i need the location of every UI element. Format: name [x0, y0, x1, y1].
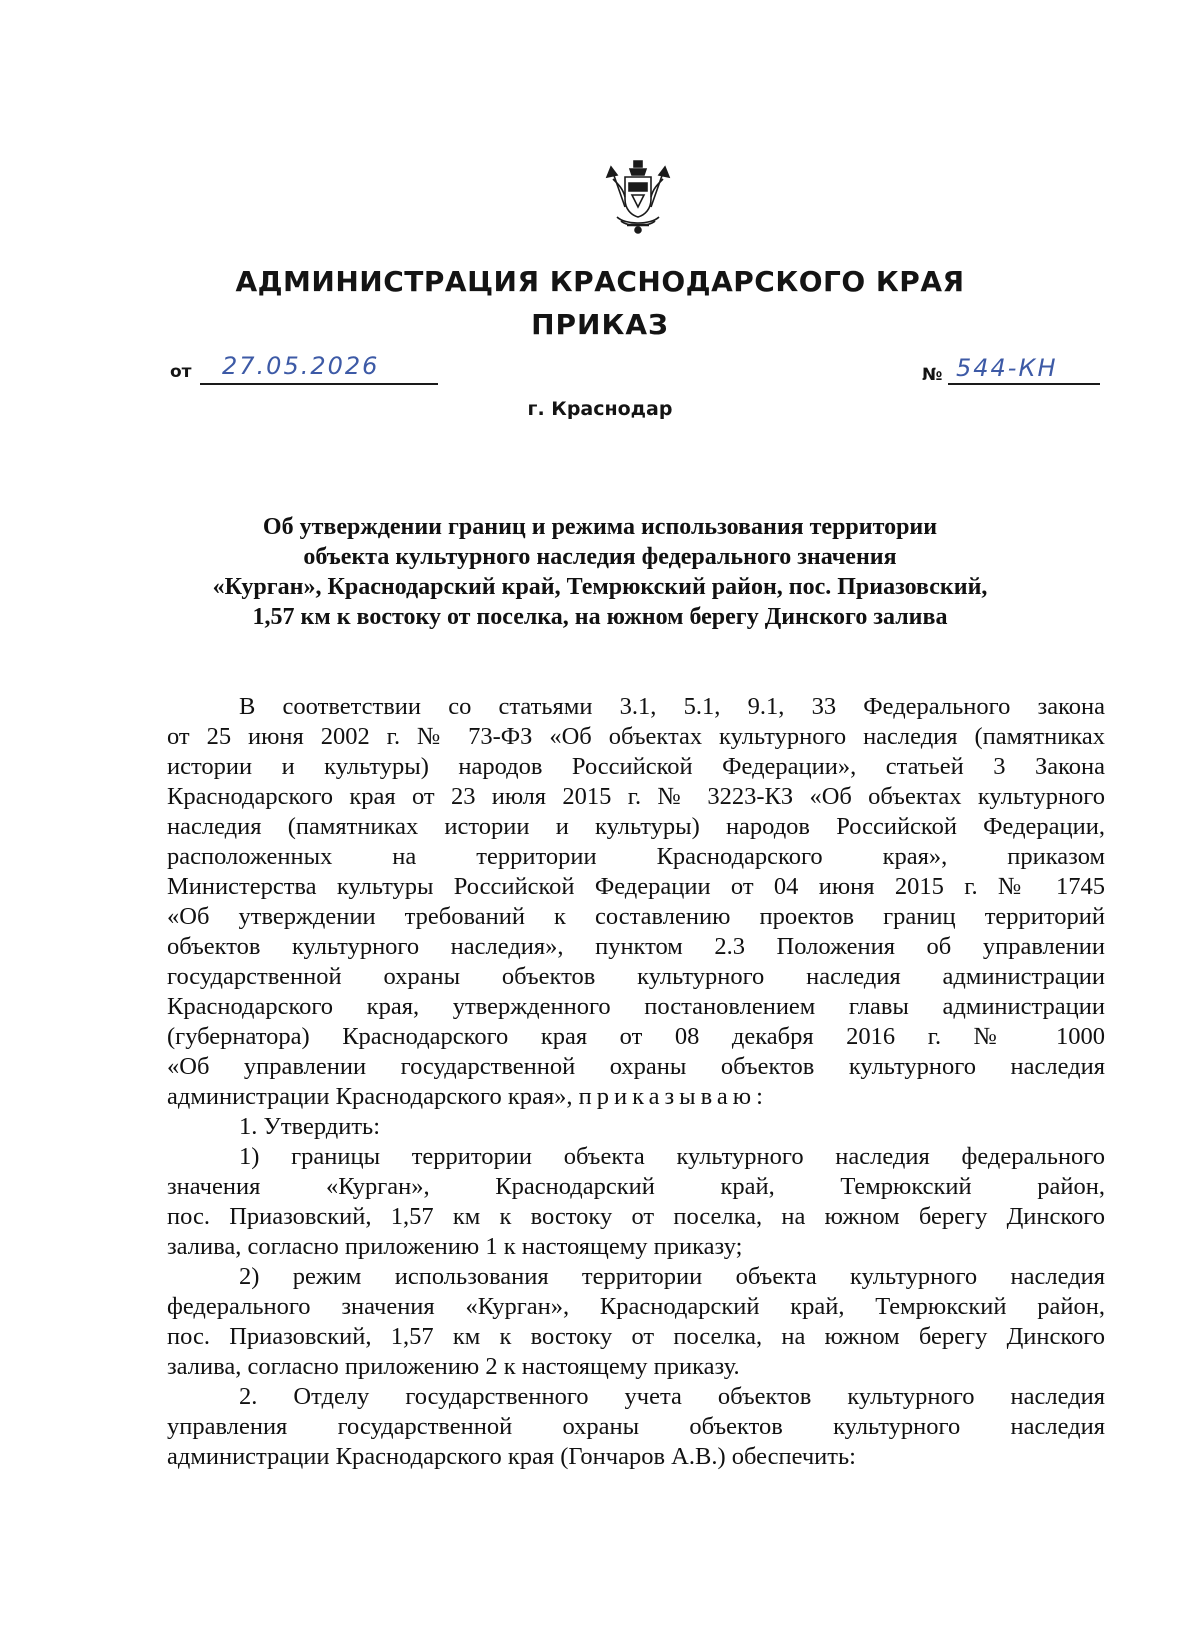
body-line: наследия (памятниках истории и культуры) народов Российской Федерации,: [167, 813, 1105, 840]
title-line: «Курган», Краснодарский край, Темрюкский район, пос. Приазовский,: [212, 574, 988, 600]
body-line: Министерства культуры Российской Федерации от 04 июня 2015 г. № 1745: [167, 873, 1105, 900]
body-line: Краснодарского края, утвержденного постановлением главы администрации: [167, 993, 1105, 1020]
body-line: 1) границы территории объекта культурного наследия федерального: [239, 1143, 1105, 1170]
body-line: Краснодарского края от 23 июля 2015 г. № 3223-КЗ «Об объектах культурного: [167, 783, 1105, 810]
body-line: (губернатора) Краснодарского края от 08 декабря 2016 г. № 1000: [167, 1023, 1105, 1050]
document-type: ПРИКАЗ: [531, 308, 669, 341]
body-line: В соответствии со статьями 3.1, 5.1, 9.1, 33 Федерального закона: [239, 693, 1105, 720]
body-line: «Об управлении государственной охраны объектов культурного наследия: [167, 1053, 1105, 1080]
body-line: 2. Отделу государственного учета объектов культурного наследия: [239, 1383, 1105, 1410]
body-line: 2) режим использования территории объекта культурного наследия: [239, 1263, 1105, 1290]
body-line: залива, согласно приложению 2 к настоящему приказу.: [167, 1353, 740, 1380]
body-line: пос. Приазовский, 1,57 км к востоку от поселка, на южном берегу Динского: [167, 1323, 1105, 1350]
body-line: расположенных на территории Краснодарского края», приказом: [167, 843, 1105, 870]
order-verb: приказываю:: [578, 1083, 768, 1110]
body-line: 1. Утвердить:: [239, 1113, 381, 1140]
date-handwritten: 27.05.2026: [222, 352, 380, 380]
coat-of-arms-icon: [603, 155, 673, 235]
body-line: администрации Краснодарского края (Гончаров А.В.) обеспечить:: [167, 1443, 856, 1470]
body-line: от 25 июня 2002 г. № 73-ФЗ «Об объектах культурного наследия (памятниках: [167, 723, 1105, 750]
number-line: [948, 383, 1100, 385]
body-line: истории и культуры) народов Российской Федерации», статьей 3 Закона: [167, 753, 1105, 780]
body-line: залива, согласно приложению 1 к настоящему приказу;: [167, 1233, 743, 1260]
title-line: Об утверждении границ и режима использования территории: [262, 514, 938, 540]
number-handwritten: 544-КН: [956, 354, 1058, 382]
body-line: государственной охраны объектов культурного наследия администрации: [167, 963, 1105, 990]
number-prefix: №: [922, 365, 943, 385]
body-line-text: администрации Краснодарского края»,: [167, 1083, 573, 1110]
body-line: управления государственной охраны объектов культурного наследия: [167, 1413, 1105, 1440]
body-line: федерального значения «Курган», Краснодарский край, Темрюкский район,: [167, 1293, 1105, 1320]
body-line: «Об утверждении требований к составлению проектов границ территорий: [167, 903, 1105, 930]
title-line: объекта культурного наследия федерального значения: [303, 544, 897, 570]
order-title: [150, 512, 1050, 632]
order-body: [167, 692, 1105, 1472]
organization-name: АДМИНИСТРАЦИЯ КРАСНОДАРСКОГО КРАЯ: [235, 265, 965, 298]
title-line: 1,57 км к востоку от поселка, на южном берегу Динского залива: [252, 604, 948, 630]
city-name: г. Краснодар: [527, 398, 673, 420]
body-line: [167, 1082, 1105, 1112]
date-prefix: от: [170, 362, 192, 382]
date-line: [200, 383, 438, 385]
body-line: пос. Приазовский, 1,57 км к востоку от поселка, на южном берегу Динского: [167, 1203, 1105, 1230]
body-line: значения «Курган», Краснодарский край, Темрюкский район,: [167, 1173, 1105, 1200]
body-line: объектов культурного наследия», пунктом 2.3 Положения об управлении: [167, 933, 1105, 960]
